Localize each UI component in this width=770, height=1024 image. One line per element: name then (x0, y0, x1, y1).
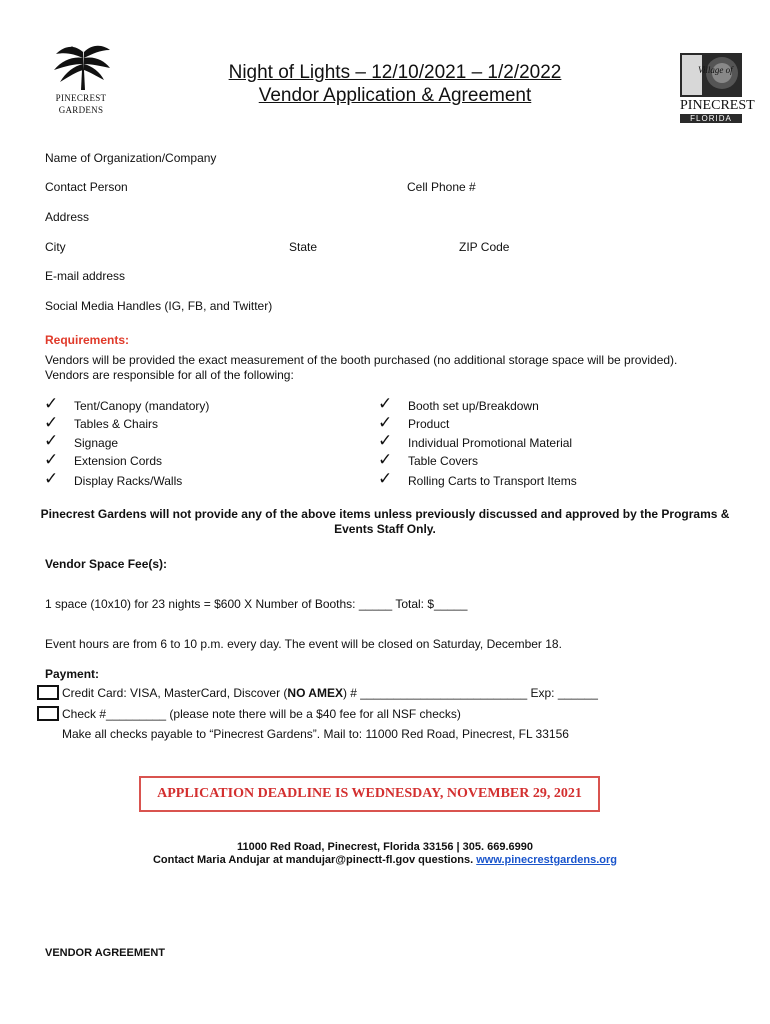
state-label: State (289, 240, 318, 254)
checkmark-icon: ✓ (44, 450, 59, 470)
email-label: E-mail address (45, 269, 126, 283)
checkmark-icon: ✓ (378, 431, 393, 451)
logo-pinecrest-text: PINECREST (680, 98, 755, 113)
event-hours: Event hours are from 6 to 10 p.m. every day. The event will be closed on Saturday, December 18. (45, 637, 562, 651)
page-title: Night of Lights – 12/10/2021 – 1/2/2022 (228, 62, 562, 83)
list-item: Individual Promotional Material (408, 436, 573, 450)
footer-contact-text: Contact Maria Andujar at mandujar@pinectt-fl.gov questions. (152, 854, 477, 866)
list-item: Display Racks/Walls (74, 474, 183, 488)
footer-contact (60, 853, 710, 868)
check-checkbox[interactable] (37, 706, 59, 721)
logo-text-line2: GARDENS (58, 105, 104, 115)
website-link[interactable]: www.pinecrestgardens.org (476, 854, 618, 866)
city-label: City (45, 240, 66, 254)
footer-address: 11000 Red Road, Pinecrest, Florida 33156 | 305. 669.6990 (237, 841, 533, 853)
requirements-title: Requirements: (45, 333, 130, 347)
checkmark-icon: ✓ (44, 413, 59, 433)
checkmark-icon: ✓ (378, 450, 393, 470)
org-name-label: Name of Organization/Company (45, 151, 217, 165)
list-item: Booth set up/Breakdown (408, 399, 539, 413)
checkmark-icon: ✓ (44, 431, 59, 451)
credit-card-text-post: ) # _________________________ Exp: ______ (342, 686, 598, 700)
logo-text-line1: PINECREST (55, 93, 107, 103)
cell-phone-label: Cell Phone # (407, 180, 476, 194)
payment-title: Payment: (45, 667, 100, 681)
page-subtitle: Vendor Application & Agreement (258, 85, 532, 106)
checkmark-icon: ✓ (44, 469, 59, 489)
vendor-agreement-heading: VENDOR AGREEMENT (45, 947, 165, 959)
list-item: Signage (74, 436, 119, 450)
palm-leaf-icon (44, 40, 118, 92)
checkmark-icon: ✓ (378, 469, 393, 489)
checkmark-icon: ✓ (378, 413, 393, 433)
payable-note: Make all checks payable to “Pinecrest Gardens”. Mail to: 11000 Red Road, Pinecrest, FL 33156 (62, 727, 569, 741)
provision-note: Pinecrest Gardens will not provide any of the above items unless previously discussed and approved by the Programs & Events Staff Only. (40, 507, 730, 536)
application-deadline-box (139, 776, 600, 812)
fees-title: Vendor Space Fee(s): (45, 557, 168, 571)
checkmark-icon: ✓ (378, 394, 393, 414)
list-item: Tent/Canopy (mandatory) (74, 399, 210, 413)
credit-card-option (62, 686, 598, 700)
list-item: Product (408, 417, 450, 431)
village-of-pinecrest-logo (680, 53, 755, 123)
social-media-label: Social Media Handles (IG, FB, and Twitter) (45, 299, 273, 313)
credit-card-checkbox[interactable] (37, 685, 59, 700)
list-item: Table Covers (408, 454, 479, 468)
requirements-text: Vendors will be provided the exact measurement of the booth purchased (no additional storage space will be provided). Vendors are responsible for all of the following: (45, 353, 678, 382)
checkmark-icon: ✓ (44, 394, 59, 414)
logo-florida-text: FLORIDA (690, 114, 732, 123)
pinecrest-gardens-logo (44, 40, 118, 118)
fees-line: 1 space (10x10) for 23 nights = $600 X Number of Booths: _____ Total: $_____ (45, 597, 468, 611)
zip-code-label: ZIP Code (459, 240, 510, 254)
address-label: Address (45, 210, 90, 224)
credit-card-text-pre: Credit Card: VISA, MasterCard, Discover ( (62, 686, 288, 700)
logo-village-text: Village of (698, 65, 733, 75)
no-amex-text: NO AMEX (287, 686, 343, 700)
list-item: Tables & Chairs (74, 417, 159, 431)
check-option: Check #_________ (please note there will be a $40 fee for all NSF checks) (62, 707, 461, 721)
contact-person-label: Contact Person (45, 180, 128, 194)
application-deadline-text: APPLICATION DEADLINE IS WEDNESDAY, NOVEMBER 29, 2021 (157, 786, 582, 801)
list-item: Rolling Carts to Transport Items (408, 474, 577, 488)
list-item: Extension Cords (74, 454, 163, 468)
